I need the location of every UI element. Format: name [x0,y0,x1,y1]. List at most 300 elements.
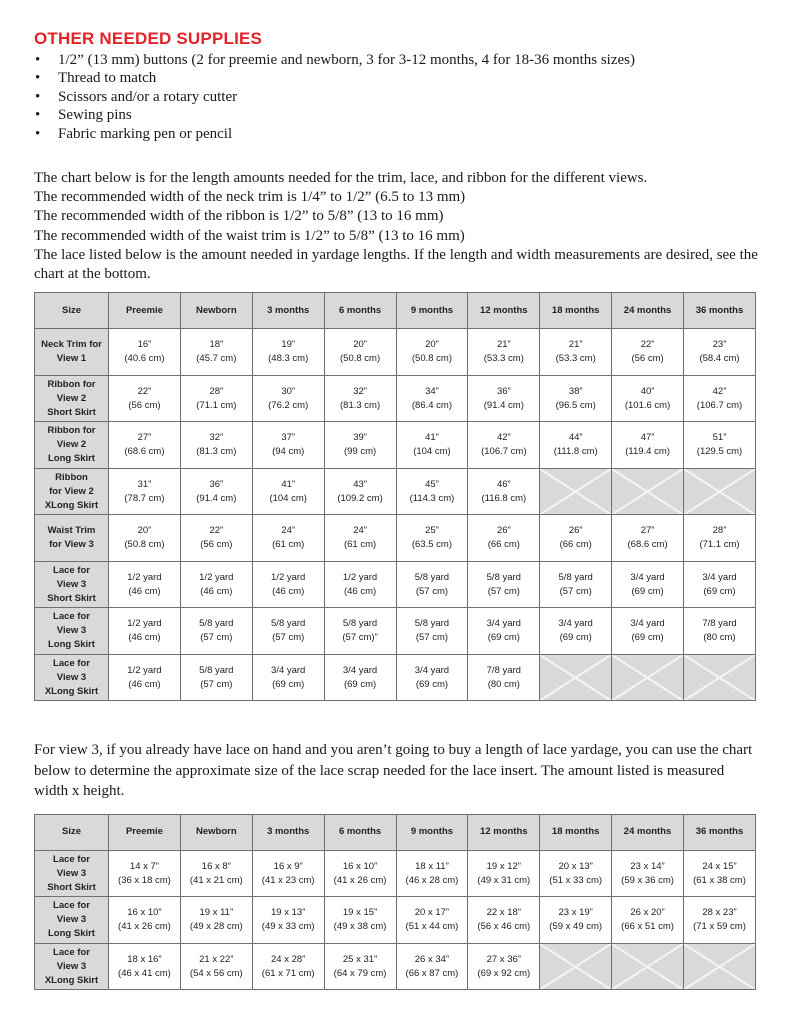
row-label-line: Ribbon for [47,378,96,390]
imperial-value: 23 x 19” [558,907,593,918]
value-cell [468,897,540,944]
table-row [35,897,756,944]
imperial-value: 20 x 13” [558,860,593,872]
metric-value: (50.8 cm) [124,539,165,550]
value-cell [109,850,181,897]
metric-value: (49 x 38 cm) [333,921,387,932]
metric-value: (57 cm) [487,585,520,597]
metric-value: (71 x 59 cm) [693,921,746,932]
imperial-value: 36” [496,385,511,397]
value-cell [180,515,252,562]
row-label [35,850,109,897]
row-label-line: XLong Skirt [44,974,99,986]
supply-item: • Sewing pins [34,106,760,124]
row-label-line: View 3 [56,960,87,972]
imperial-value: 28” [712,525,727,536]
cross-out-icon [684,655,755,701]
metric-value: (106.7 cm) [481,446,527,457]
metric-value: (69 cm) [631,585,664,597]
cross-out-icon [540,469,611,515]
row-label-line: Short Skirt [47,881,96,893]
value-cell [324,422,396,469]
value-cell [540,422,612,469]
metric-value: (91.4 cm) [196,492,237,504]
value-cell [180,468,252,515]
metric-value: (49 x 31 cm) [477,874,531,886]
column-header: 3 months [252,293,324,329]
value-cell [612,608,684,655]
metric-value: (71.1 cm) [699,539,740,550]
imperial-value: 1/2 yard [127,618,162,629]
imperial-value: 24” [353,525,367,536]
value-cell [109,329,181,376]
value-cell [252,897,324,944]
imperial-value: 1/2 yard [127,571,162,583]
table-header-row [35,293,756,329]
metric-value: (58.4 cm) [699,353,740,364]
value-cell [468,468,540,515]
imperial-value: 32” [353,385,367,397]
imperial-value: 5/8 yard [486,571,521,583]
metric-value: (61 x 38 cm) [693,874,746,886]
row-label [35,468,109,515]
imperial-value: 3/4 yard [271,664,306,676]
value-cell [252,850,324,897]
value-cell [180,375,252,422]
row-label [35,654,109,701]
supply-item: • 1/2” (13 mm) buttons (2 for preemie and newborn, 3 for 3-12 months, 4 for 18-36 months sizes) [34,51,760,69]
cross-out-icon [612,469,683,515]
value-cell [468,850,540,897]
value-cell [468,515,540,562]
imperial-value: 23” [712,339,727,350]
value-cell [396,654,468,701]
metric-value: (80 cm) [487,678,520,690]
imperial-value: 5/8 yard [199,618,234,629]
metric-value: (57 cm) [272,632,305,643]
imperial-value: 41” [425,432,439,443]
column-header: 9 months [396,293,468,329]
imperial-value: 18” [209,339,224,350]
imperial-value: 40” [640,385,655,397]
metric-value: (46 cm) [128,632,161,643]
row-label-line: Lace for [53,657,90,669]
value-cell [324,654,396,701]
imperial-value: 7/8 yard [486,664,521,676]
metric-value: (46 cm) [128,678,161,690]
imperial-value: 22 x 18” [486,907,521,918]
imperial-value: 23 x 14” [630,860,665,872]
metric-value: (46 x 28 cm) [405,874,459,886]
metric-value: (57 cm) [415,632,449,643]
value-cell [612,897,684,944]
metric-value: (81.3 cm) [340,399,381,411]
metric-value: (57 cm) [415,585,449,597]
imperial-value: 27” [137,432,152,443]
metric-value: (104 cm) [413,446,451,457]
row-label [35,329,109,376]
value-cell [324,561,396,608]
imperial-value: 24 x 15” [702,860,737,872]
imperial-value: 27” [640,525,655,536]
imperial-value: 44” [568,432,583,443]
metric-value: (116.8 cm) [481,492,527,504]
supplies-list [34,51,760,143]
not-applicable-cell [684,943,756,990]
not-applicable-cell [612,468,684,515]
value-cell [324,897,396,944]
metric-value: (119.4 cm) [625,446,670,457]
view3-note: For view 3, if you already have lace on hand and you aren’t going to buy a length of lace yardage, you can use the chart below to determine the approximate size of the lace scrap needed for the lace insert. The amount listed is measured width x height. [34,742,753,800]
imperial-value: 37” [281,432,296,443]
value-cell [396,850,468,897]
imperial-value: 34” [425,385,439,397]
row-label-line: Waist Trim [47,525,96,536]
metric-value: (56 cm) [128,399,161,411]
value-cell [468,422,540,469]
imperial-value: 22” [640,339,655,350]
value-cell [396,561,468,608]
metric-value: (66 cm) [487,539,520,550]
intro-line: The recommended width of the waist trim is 1/2” to 5/8” (13 to 16 mm) [34,227,465,244]
value-cell [324,943,396,990]
imperial-value: 21” [496,339,511,350]
metric-value: (45.7 cm) [196,353,237,364]
imperial-value: 42” [712,385,727,397]
imperial-value: 20” [425,339,439,350]
imperial-value: 18 x 16” [127,953,162,965]
intro-line: The lace listed below is the amount needed in yardage lengths. If the length and width measurements are desired, see the chart at the bottom. [34,246,758,283]
value-cell [252,468,324,515]
intro-line: The chart below is for the length amounts needed for the trim, lace, and ribbon for the different views. [34,170,648,187]
metric-value: (46 cm) [128,585,161,597]
metric-value: (36 x 18 cm) [118,874,171,886]
imperial-value: 16 x 10” [127,907,162,918]
imperial-value: 3/4 yard [558,618,593,629]
metric-value: (96.5 cm) [555,399,596,411]
imperial-value: 42” [496,432,511,443]
value-cell [396,608,468,655]
value-cell [540,561,612,608]
metric-value: (68.6 cm) [627,539,668,550]
metric-value: (94 cm) [272,446,305,457]
metric-value: (69 cm) [272,678,305,690]
metric-value: (111.8 cm) [553,446,598,457]
chart-intro [34,169,760,284]
cross-out-icon [684,944,755,990]
metric-value: (57 cm)” [342,632,378,643]
value-cell [612,329,684,376]
metric-value: (69 x 92 cm) [477,967,531,979]
row-label-line: Lace for [53,611,90,622]
metric-value: (46 x 41 cm) [118,967,171,979]
column-header: 6 months [324,293,396,329]
metric-value: (91.4 cm) [483,399,524,411]
imperial-value: 16 x 8” [201,860,231,872]
column-header: 3 months [252,814,324,850]
imperial-value: 5/8 yard [271,618,306,629]
value-cell [396,897,468,944]
row-label-line: View 3 [56,625,87,636]
metric-value: (66 x 87 cm) [405,967,459,979]
table-row [35,329,756,376]
metric-value: (50.8 cm) [411,353,452,364]
imperial-value: 14 x 7” [129,860,159,872]
row-label-line: Lace for [53,946,90,958]
row-label-line: for View 3 [49,539,94,550]
imperial-value: 39” [353,432,367,443]
metric-value: (76.2 cm) [268,399,309,411]
value-cell [324,850,396,897]
metric-value: (57 cm) [559,585,592,597]
row-label-line: Lace for [53,564,90,576]
row-label-line: Long Skirt [48,453,95,464]
table-row [35,608,756,655]
table-row [35,375,756,422]
imperial-value: 24” [281,525,296,536]
metric-value: (104 cm) [269,492,307,504]
value-cell [109,943,181,990]
column-header: Newborn [180,293,252,329]
metric-value: (41 x 21 cm) [189,874,243,886]
row-label [35,375,109,422]
table-row [35,654,756,701]
metric-value: (109.2 cm) [337,492,383,504]
imperial-value: 47” [640,432,655,443]
table-row [35,850,756,897]
table-row [35,422,756,469]
intro-line: The recommended width of the ribbon is 1/2” to 5/8” (13 to 16 mm) [34,208,444,225]
value-cell [180,561,252,608]
value-cell [252,943,324,990]
metric-value: (61 cm) [272,539,305,550]
metric-value: (101.6 cm) [624,399,671,411]
value-cell [540,329,612,376]
metric-value: (48.3 cm) [268,353,309,364]
metric-value: (66 x 51 cm) [621,921,674,932]
value-cell [109,608,181,655]
imperial-value: 16” [137,339,152,350]
imperial-value: 32” [209,432,224,443]
metric-value: (69 cm) [631,632,664,643]
not-applicable-cell [612,654,684,701]
metric-value: (69 cm) [343,678,377,690]
metric-value: (129.5 cm) [696,446,743,457]
imperial-value: 19 x 15” [342,907,378,918]
imperial-value: 28” [209,385,224,397]
imperial-value: 20” [353,339,367,350]
metric-value: (61 cm) [343,539,377,550]
value-cell [324,329,396,376]
imperial-value: 45” [425,478,439,490]
metric-value: (71.1 cm) [196,399,237,411]
imperial-value: 28 x 23” [702,907,737,918]
length-chart-table [34,292,756,701]
value-cell [468,329,540,376]
value-cell [684,561,756,608]
value-cell [396,375,468,422]
imperial-value: 5/8 yard [199,664,234,676]
column-header: 24 months [612,293,684,329]
imperial-value: 3/4 yard [486,618,521,629]
supply-item: • Fabric marking pen or pencil [34,125,760,143]
metric-value: (68.6 cm) [124,446,165,457]
intro-line: The recommended width of the neck trim is 1/4” to 1/2” (6.5 to 13 mm) [34,189,466,206]
row-label-line: Ribbon for [47,425,96,436]
imperial-value: 51” [712,432,727,443]
value-cell [468,375,540,422]
imperial-value: 5/8 yard [414,618,450,629]
value-cell [109,654,181,701]
imperial-value: 19 x 12” [486,860,521,872]
value-cell [684,515,756,562]
column-header: 24 months [612,814,684,850]
size-header: Size [35,293,109,329]
metric-value: (51 x 33 cm) [549,874,603,886]
value-cell [252,375,324,422]
value-cell [324,515,396,562]
value-cell [396,943,468,990]
metric-value: (59 x 36 cm) [621,874,674,886]
value-cell [540,608,612,655]
metric-value: (50.8 cm) [340,353,381,364]
value-cell [612,561,684,608]
imperial-value: 22” [209,525,224,536]
row-label [35,515,109,562]
row-label-line: View 3 [56,671,87,683]
value-cell [468,654,540,701]
value-cell [684,850,756,897]
metric-value: (69 cm) [559,632,592,643]
metric-value: (99 cm) [343,446,377,457]
value-cell [324,468,396,515]
imperial-value: 19” [281,339,296,350]
column-header: 12 months [468,814,540,850]
imperial-value: 25 x 31” [342,953,378,965]
imperial-value: 3/4 yard [414,664,450,676]
supplies-heading: OTHER NEEDED SUPPLIES [34,29,263,48]
row-label-line: View 2 [56,439,87,450]
value-cell [109,375,181,422]
metric-value: (46 cm) [272,585,305,597]
imperial-value: 5/8 yard [558,571,593,583]
column-header: 12 months [468,293,540,329]
imperial-value: 19 x 13” [271,907,306,918]
metric-value: (56 x 46 cm) [477,921,531,932]
row-label-line: for View 2 [49,485,94,497]
not-applicable-cell [540,943,612,990]
not-applicable-cell [684,654,756,701]
row-label-line: Lace for [53,900,90,911]
value-cell [252,422,324,469]
metric-value: (54 x 56 cm) [189,967,243,979]
imperial-value: 7/8 yard [702,618,737,629]
imperial-value: 21 x 22” [199,953,234,965]
imperial-value: 16 x 10” [342,860,378,872]
table-row [35,515,756,562]
imperial-value: 36” [209,478,224,490]
row-label-line: View 3 [56,867,87,879]
metric-value: (78.7 cm) [124,492,165,504]
row-label-line: XLong Skirt [44,499,99,511]
metric-value: (57 cm) [200,632,233,643]
value-cell [180,654,252,701]
metric-value: (56 cm) [631,353,664,364]
metric-value: (66 cm) [559,539,592,550]
value-cell [252,654,324,701]
value-cell [612,850,684,897]
imperial-value: 26” [496,525,511,536]
row-label-line: View 1 [56,353,87,364]
column-header: 36 months [684,293,756,329]
value-cell [324,375,396,422]
imperial-value: 26 x 20” [630,907,665,918]
cross-out-icon [540,944,611,990]
cross-out-icon [612,655,683,701]
value-cell [540,850,612,897]
imperial-value: 1/2 yard [199,571,234,583]
column-header: 18 months [540,293,612,329]
imperial-value: 3/4 yard [342,664,378,676]
metric-value: (41 x 26 cm) [118,921,171,932]
imperial-value: 5/8 yard [414,571,450,583]
imperial-value: 21” [568,339,583,350]
imperial-value: 19 x 11” [199,907,234,918]
imperial-value: 3/4 yard [630,618,665,629]
metric-value: (41 x 26 cm) [333,874,387,886]
row-label-line: View 3 [56,914,87,925]
imperial-value: 41” [281,478,296,490]
metric-value: (69 cm) [703,585,736,597]
supply-item: • Thread to match [34,69,760,87]
cross-out-icon [612,944,683,990]
lace-size-table [34,814,756,991]
cross-out-icon [540,655,611,701]
value-cell [180,943,252,990]
value-cell [684,375,756,422]
value-cell [684,608,756,655]
metric-value: (64 x 79 cm) [333,967,387,979]
not-applicable-cell [612,943,684,990]
imperial-value: 26” [568,525,583,536]
row-label [35,561,109,608]
row-label-line: Ribbon [55,471,88,483]
value-cell [109,897,181,944]
row-label-line: View 2 [56,392,87,404]
imperial-value: 30” [281,385,296,397]
imperial-value: 26 x 34” [414,953,450,965]
value-cell [396,329,468,376]
metric-value: (86.4 cm) [411,399,452,411]
row-label-line: Short Skirt [47,592,96,604]
imperial-value: 16 x 9” [273,860,303,872]
metric-value: (46 cm) [343,585,377,597]
row-label [35,897,109,944]
imperial-value: 43” [353,478,367,490]
value-cell [612,422,684,469]
size-header: Size [35,814,109,850]
cross-out-icon [684,469,755,515]
value-cell [396,515,468,562]
column-header: Newborn [180,814,252,850]
value-cell [324,608,396,655]
metric-value: (63.5 cm) [411,539,452,550]
imperial-value: 31” [137,478,152,490]
row-label [35,608,109,655]
value-cell [468,608,540,655]
value-cell [396,468,468,515]
metric-value: (57 cm) [200,678,233,690]
